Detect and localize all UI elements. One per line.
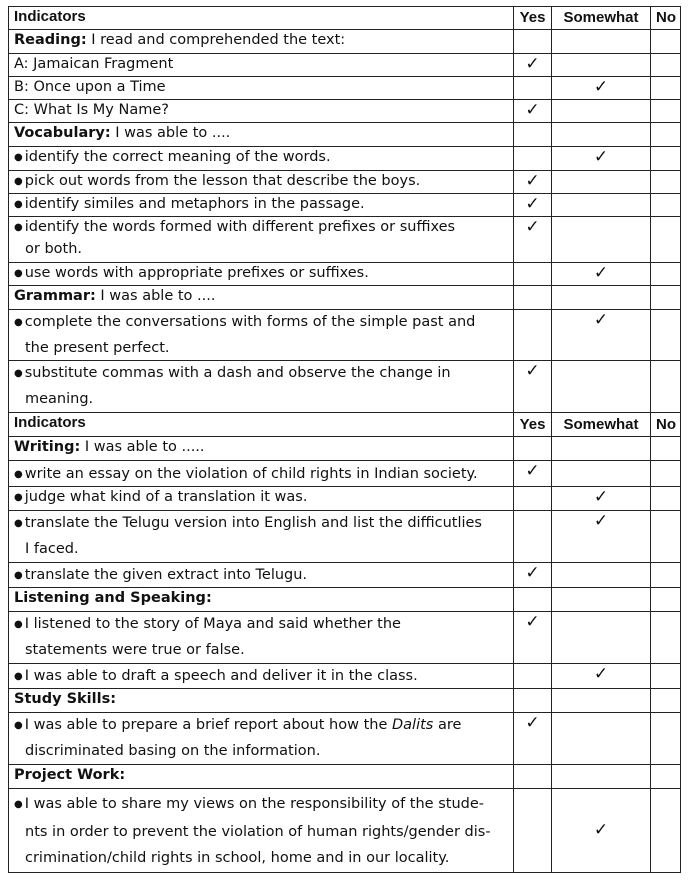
table-row <box>9 147 681 171</box>
item-text-line2: nts in order to prevent the violation of human rights/gender dis- <box>25 824 491 840</box>
header-row <box>9 7 681 30</box>
header-yes: Yes <box>514 7 552 30</box>
item-text-part: are <box>433 717 462 733</box>
header-somewhat: Somewhat <box>552 413 651 437</box>
section-title: Listening and Speaking: <box>14 590 212 606</box>
checkmark-icon: ✓ <box>593 310 609 330</box>
item-text-line2: statements were true or false. <box>25 642 245 658</box>
section-intro: I was able to .... <box>110 125 231 141</box>
section-title: Writing: <box>14 439 81 455</box>
item-text: C: What Is My Name? <box>9 100 514 123</box>
item-text-line1: ● translate the Telugu version into English and list the difficutlies <box>14 511 508 537</box>
item-text-line2: meaning. <box>25 391 94 407</box>
section-study-skills <box>9 689 681 713</box>
section-title: Project Work: <box>14 767 126 783</box>
table-row <box>9 217 681 263</box>
checkmark-icon: ✓ <box>525 54 540 74</box>
table-row <box>9 664 681 689</box>
checkmark-icon: ✓ <box>525 361 540 381</box>
checkmark-icon: ✓ <box>593 147 609 167</box>
checkmark-icon: ✓ <box>525 171 540 191</box>
section-intro: I was able to .... <box>95 288 216 304</box>
section-intro: I was able to ..... <box>80 439 205 455</box>
header-somewhat: Somewhat <box>552 7 651 30</box>
header-no: No <box>651 413 681 437</box>
checkmark-icon: ✓ <box>525 100 540 120</box>
table-row <box>9 263 681 286</box>
section-title: Grammar: <box>14 288 96 304</box>
checkmark-icon: ✓ <box>593 511 609 531</box>
item-text-line1: ● substitute commas with a dash and observe the change in <box>14 361 508 387</box>
item-text: ● identify similes and metaphors in the passage. <box>9 194 514 217</box>
table-row <box>9 563 681 588</box>
checkmark-icon: ✓ <box>593 664 609 684</box>
table-row <box>9 612 681 664</box>
item-text-emphasis: Dalits <box>391 717 434 733</box>
item-text: A: Jamaican Fragment <box>9 54 514 77</box>
item-text: ● judge what kind of a translation it was. <box>9 487 514 511</box>
section-project-work <box>9 765 681 789</box>
item-text: B: Once upon a Time <box>9 77 514 100</box>
item-text: ● pick out words from the lesson that describe the boys. <box>9 171 514 194</box>
checkmark-icon: ✓ <box>525 194 540 214</box>
item-text: ● translate the given extract into Telugu. <box>9 563 514 588</box>
item-text-line1: ● I was able to share my views on the responsibility of the stude- <box>14 791 508 819</box>
checkmark-icon: ✓ <box>593 263 609 283</box>
checkmark-icon: ✓ <box>525 461 540 481</box>
table-row <box>9 789 681 873</box>
item-text-line2: or both. <box>25 241 83 257</box>
table-row <box>9 100 681 123</box>
checkmark-icon: ✓ <box>593 487 609 507</box>
self-assessment-table <box>8 6 681 873</box>
item-text-line1: ● complete the conversations with forms of the simple past and <box>14 310 508 336</box>
table-row <box>9 511 681 563</box>
checkmark-icon: ✓ <box>525 217 540 237</box>
header-row-repeat <box>9 413 681 437</box>
table-row <box>9 461 681 487</box>
table-row <box>9 194 681 217</box>
item-text-line3: crimination/child rights in school, home and in our locality. <box>25 850 450 866</box>
item-text-line1: ● identify the words formed with different prefixes or suffixes <box>14 217 508 239</box>
item-text-line2: the present perfect. <box>25 340 170 356</box>
header-indicators: Indicators <box>9 7 514 30</box>
header-indicators: Indicators <box>9 413 514 437</box>
table-row <box>9 361 681 413</box>
table-row <box>9 171 681 194</box>
section-title: Reading: <box>14 32 87 48</box>
checkmark-icon: ✓ <box>593 820 609 840</box>
section-writing <box>9 437 681 461</box>
table-row <box>9 713 681 765</box>
item-text: ● I was able to draft a speech and deliver it in the class. <box>9 664 514 689</box>
checkmark-icon: ✓ <box>525 612 540 632</box>
item-text-line2: I faced. <box>25 541 79 557</box>
section-intro: I read and comprehended the text: <box>86 32 346 48</box>
table-row <box>9 310 681 361</box>
item-text-part: I was able to prepare a brief report about how the <box>24 717 392 733</box>
checkmark-icon: ✓ <box>525 713 540 733</box>
item-text: ● identify the correct meaning of the words. <box>9 147 514 171</box>
checkmark-icon: ✓ <box>593 77 609 97</box>
section-title: Study Skills: <box>14 691 117 707</box>
section-listening-speaking <box>9 588 681 612</box>
item-text: ● write an essay on the violation of child rights in Indian society. <box>9 461 514 487</box>
table-row <box>9 77 681 100</box>
section-grammar <box>9 286 681 310</box>
table-row <box>9 54 681 77</box>
table-row <box>9 487 681 511</box>
item-text-line1 <box>14 713 508 739</box>
section-reading <box>9 30 681 54</box>
item-text-line1: ● I listened to the story of Maya and said whether the <box>14 612 508 638</box>
header-no: No <box>651 7 681 30</box>
item-text: ● use words with appropriate prefixes or suffixes. <box>9 263 514 286</box>
checkmark-icon: ✓ <box>525 563 540 583</box>
item-text-line2: discriminated basing on the information. <box>25 743 321 759</box>
section-vocabulary <box>9 123 681 147</box>
section-title: Vocabulary: <box>14 125 111 141</box>
header-yes: Yes <box>514 413 552 437</box>
